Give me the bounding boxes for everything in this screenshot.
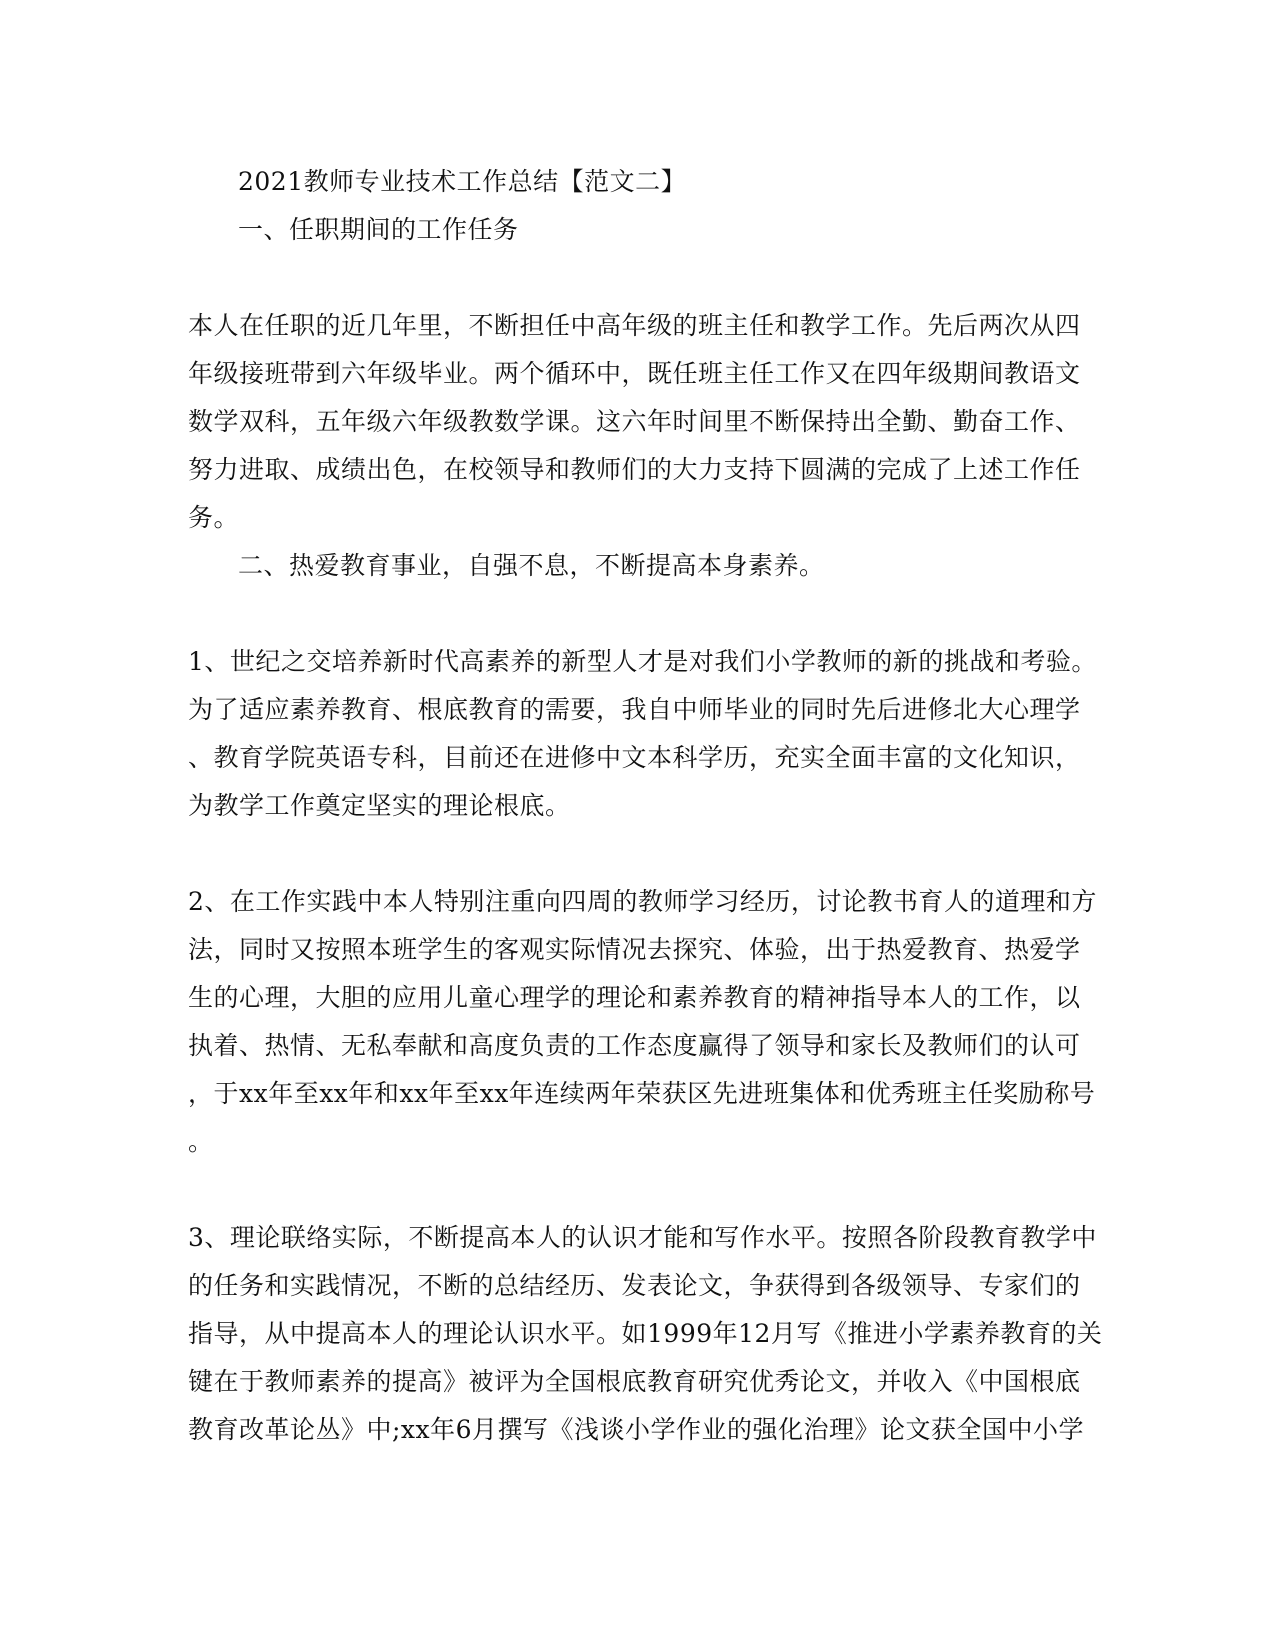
text-line: 务。 xyxy=(188,503,240,532)
text-line: 法，同时又按照本班学生的客观实际情况去探究、体验，出于热爱教育、热爱学 xyxy=(188,935,1081,964)
paragraph-4 xyxy=(188,1214,1103,1454)
text-line: 生的心理，大胆的应用儿童心理学的理论和素养教育的精神指导本人的工作，以 xyxy=(188,983,1081,1012)
text-line: 的任务和实践情况，不断的总结经历、发表论文，争获得到各级领导、专家们的 xyxy=(188,1271,1081,1300)
paragraph-1 xyxy=(188,302,1088,542)
text-line: 本人在任职的近几年里，不断担任中高年级的班主任和教学工作。先后两次从四 xyxy=(188,311,1081,340)
text-line: 为了适应素养教育、根底教育的需要，我自中师毕业的同时先后进修北大心理学 xyxy=(188,695,1081,724)
text-line: 执着、热情、无私奉献和高度负责的工作态度赢得了领导和家长及教师们的认可 xyxy=(188,1031,1081,1060)
text-line: ，于xx年至xx年和xx年至xx年连续两年荣获区先进班集体和优秀班主任奖励称号 xyxy=(188,1079,1096,1108)
text-line: 2、在工作实践中本人特别注重向四周的教师学习经历，讨论教书育人的道理和方 xyxy=(188,887,1097,916)
text-line: 、教育学院英语专科，目前还在进修中文本科学历，充实全面丰富的文化知识， xyxy=(188,743,1081,772)
text-line: 键在于教师素养的提高》被评为全国根底教育研究优秀论文，并收入《中国根底 xyxy=(188,1367,1081,1396)
text-line: 为教学工作奠定坚实的理论根底。 xyxy=(188,791,571,820)
paragraph-gap xyxy=(188,254,1088,302)
paragraph-2 xyxy=(188,638,1097,830)
text-line: 。 xyxy=(188,1127,214,1156)
document-body xyxy=(188,158,1103,1454)
text-line: 年级接班带到六年级毕业。两个循环中，既任班主任工作又在四年级期间教语文 xyxy=(188,359,1081,388)
text-line: 1、世纪之交培养新时代高素养的新型人才是对我们小学教师的新的挑战和考验。 xyxy=(188,647,1097,676)
section-heading-1: 一、任职期间的工作任务 xyxy=(238,215,519,244)
paragraph-3 xyxy=(188,878,1097,1166)
text-line: 数学双科，五年级六年级教数学课。这六年时间里不断保持出全勤、勤奋工作、 xyxy=(188,407,1081,436)
section-heading-2: 二、热爱教育事业，自强不息，不断提高本身素养。 xyxy=(238,551,825,580)
document-title: 2021教师专业技术工作总结【范文二】 xyxy=(238,167,687,196)
paragraph-gap xyxy=(188,1166,1088,1214)
text-line: 努力进取、成绩出色，在校领导和教师们的大力支持下圆满的完成了上述工作任 xyxy=(188,455,1081,484)
text-line: 指导，从中提高本人的理论认识水平。如1999年12月写《推进小学素养教育的关 xyxy=(188,1319,1103,1348)
paragraph-gap xyxy=(188,590,1088,638)
text-line: 3、理论联络实际，不断提高本人的认识才能和写作水平。按照各阶段教育教学中 xyxy=(188,1223,1097,1252)
paragraph-gap xyxy=(188,830,1088,878)
text-line: 教育改革论丛》中;xx年6月撰写《浅谈小学作业的强化治理》论文获全国中小学 xyxy=(188,1415,1085,1444)
